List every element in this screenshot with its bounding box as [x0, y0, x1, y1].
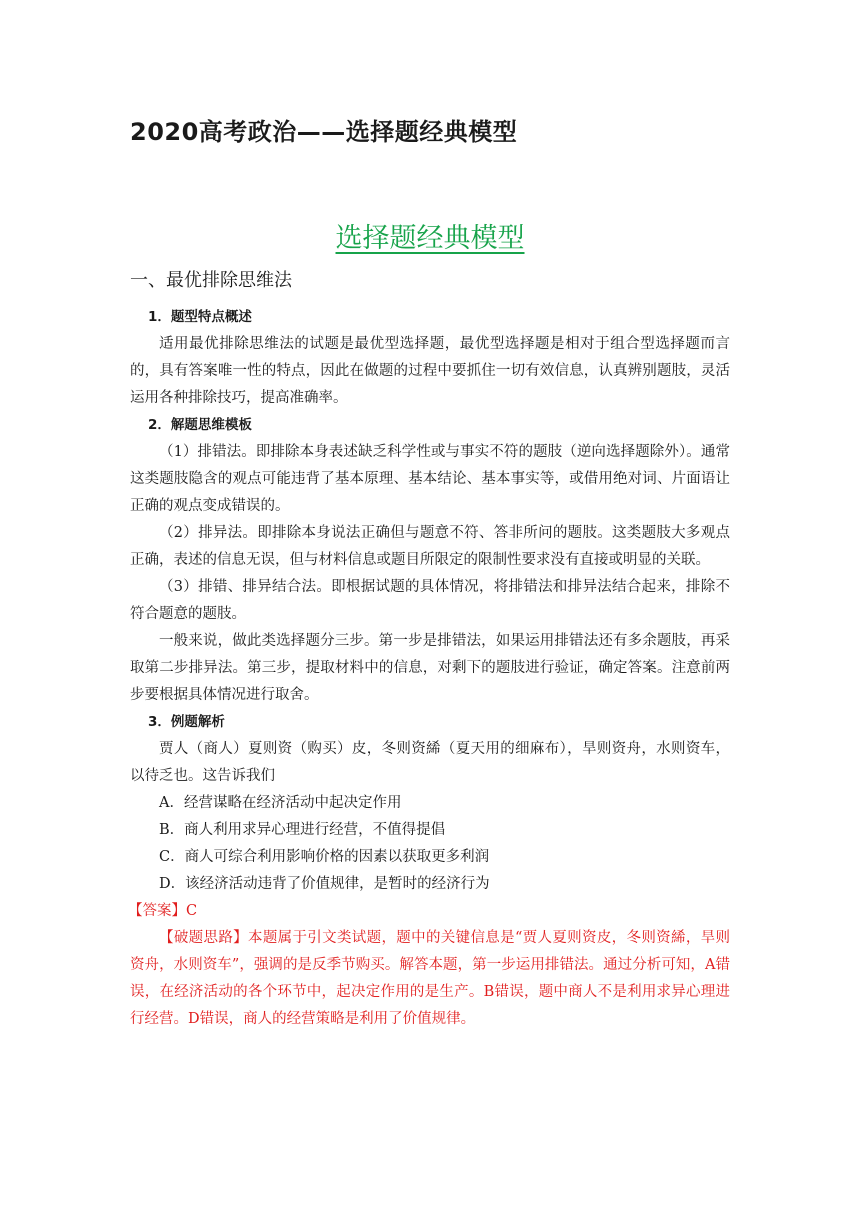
answer-label: 【答案】C [128, 903, 198, 919]
example-question: 贾人（商人）夏则资（购买）皮，冬则资絺（夏天用的细麻布），旱则资舟，水则资车，以待乏也。这告诉我们 [130, 741, 730, 784]
part-heading: 一、最优排除思维法 [130, 270, 292, 291]
method-3-paragraph: （3）排错、排异结合法。即根据试题的具体情况，将排错法和排异法结合起来，排除不符合题意的题肢。 [130, 579, 730, 622]
method-2-paragraph: （2）排异法。即排除本身说法正确但与题意不符、答非所问的题肢。这类题肢大多观点正确，表述的信息无误，但与材料信息或题目所限定的限制性要求没有直接或明显的关联。 [130, 525, 730, 568]
method-1-paragraph: （1）排错法。即排除本身表述缺乏科学性或与事实不符的题肢（逆向选择题除外）。通常这类题肢隐含的观点可能违背了基本原理、基本结论、基本事实等，或借用绝对词、片面语让正确的观点变成错误的。 [130, 444, 730, 514]
option-b: B．商人利用求异心理进行经营，不值得提倡 [159, 822, 446, 838]
summary-paragraph: 一般来说，做此类选择题分三步。第一步是排错法，如果运用排错法还有多余题肢，再采取第二步排异法。第三步，提取材料中的信息，对剩下的题肢进行验证，确定答案。注意前两步要根据具体情况进行取舍。 [130, 633, 730, 703]
document-title: 2020高考政治——选择题经典模型 [130, 118, 518, 146]
section-heading: 选择题经典模型 [335, 223, 525, 254]
example-heading: 3．例题解析 [148, 714, 225, 730]
option-a: A．经营谋略在经济活动中起决定作用 [159, 795, 402, 811]
features-paragraph: 适用最优排除思维法的试题是最优型选择题，最优型选择题是相对于组合型选择题而言的，具有答案唯一性的特点，因此在做题的过程中要抓住一切有效信息，认真辨别题肢，灵活运用各种排除技巧，提高准确率。 [130, 336, 730, 406]
analysis-paragraph: 【破题思路】本题属于引文类试题，题中的关键信息是“贾人夏则资皮，冬则资絺，旱则资舟，水则资车”，强调的是反季节购买。解答本题，第一步运用排错法。通过分析可知，A错误，在经济活动的各个环节中，起决定作用的是生产。B错误，题中商人不是利用求异心理进行经营。D错误，商人的经营策略是利用了价值规律。 [130, 930, 730, 1027]
document-body [130, 304, 730, 1033]
option-c: C．商人可综合利用影响价格的因素以获取更多利润 [159, 849, 490, 865]
template-heading: 2．解题思维模板 [148, 417, 252, 433]
option-d: D．该经济活动违背了价值规律，是暂时的经济行为 [159, 876, 490, 892]
features-heading: 1．题型特点概述 [148, 309, 252, 325]
